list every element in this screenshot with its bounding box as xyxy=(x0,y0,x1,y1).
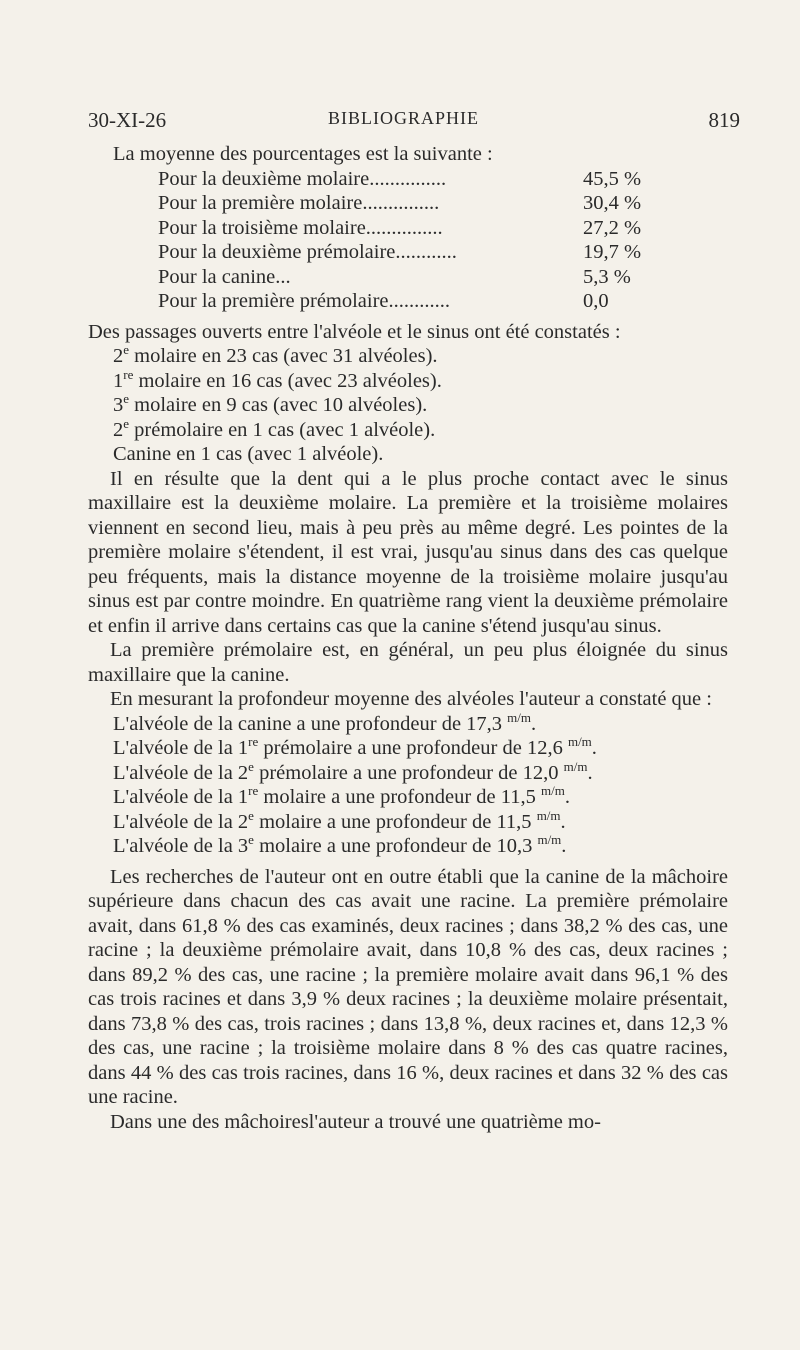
page-body xyxy=(88,142,728,1134)
depth-item: L'alvéole de la 3e molaire a une profondeur de 10,3 $^{m/m}$. xyxy=(113,832,567,857)
depth-item: L'alvéole de la 2e molaire a une profondeur de 11,5 $^{m/m}$. xyxy=(113,807,566,833)
percentage-label: Pour la deuxième molaire............... xyxy=(158,167,447,190)
paragraph: Les recherches de l'auteur ont en outre établi que la canine de la mâchoire supérieure dans chacun des cas avait une racine. La première prémolaire avait, dans 61,8 % des cas examinés, deux racines ; dans 38,2 % des cas, une racine ; la deuxième prémolaire avait, dans 10,8 % des cas, deux racines ; dans 89,2 % des cas, une racine ; la première molaire avait dans 96,1 % des cas trois racines et dans 3,9 % deux racines ; la deuxième molaire présentait, dans 73,8 % des cas, trois racines ; dans 13,8 %, deux racines et, dans 12,3 % des cas, une racine ; la troisième molaire dans 8 % des cas quatre racines, dans 44 % des cas trois racines, dans 16 %, deux racines et dans 32 % des cas une racine. xyxy=(88,865,728,1108)
percentage-row xyxy=(158,167,728,192)
passage-item: 2e prémolaire en 1 cas (avec 1 alvéole). xyxy=(113,415,436,441)
depth-item: L'alvéole de la canine a une profondeur de 17,3 $^{m/m}$. xyxy=(113,709,537,735)
passage-item: Canine en 1 cas (avec 1 alvéole). xyxy=(113,443,384,465)
percentage-value: 45,5 % xyxy=(583,167,642,190)
depth-item: L'alvéole de la 1re molaire a une profondeur de 11,5 $^{m/m}$. xyxy=(113,783,570,808)
percentage-value: 27,2 % xyxy=(583,216,642,239)
percentages-table xyxy=(88,167,728,314)
percentage-row xyxy=(158,289,728,314)
percentage-label: Pour la première prémolaire............ xyxy=(158,290,451,312)
paragraph: Il en résulte que la dent qui a le plus proche contact avec le sinus maxillaire est la deuxième molaire. La première et la troisième molaires viennent en second lieu, mais à peu près au même degré. Les pointes de la première molaire s'étendent, il est vrai, jusqu'au sinus dans des cas quelque peu fréquents, mais la distance moyenne de la troisième molaire jusqu'au sinus est par contre moindre. En quatrième rang vient la deuxième prémolaire et enfin il arrive dans certains cas que la canine s'étend jusqu'au sinus. xyxy=(88,467,728,637)
page-number: 819 xyxy=(708,108,740,132)
paragraph: Dans une des mâchoiresl'auteur a trouvé une quatrième mo- xyxy=(110,1110,601,1133)
running-header xyxy=(88,108,740,138)
percentage-value: 30,4 % xyxy=(583,192,642,214)
passage-item: 3e molaire en 9 cas (avec 10 alvéoles). xyxy=(113,391,428,416)
percentage-label: Pour la deuxième prémolaire............ xyxy=(158,241,457,263)
percentage-row xyxy=(158,191,728,216)
percentage-row xyxy=(158,265,728,290)
paragraph: La première prémolaire est, en général, un peu plus éloignée du sinus maxillaire que la canine. xyxy=(88,639,728,686)
header-date: 30-XI-26 xyxy=(88,108,167,132)
passage-item: 1re molaire en 16 cas (avec 23 alvéoles). xyxy=(113,366,442,392)
paragraph: En mesurant la profondeur moyenne des alvéoles l'auteur a constaté que : xyxy=(110,688,712,710)
depth-item: L'alvéole de la 2e prémolaire a une profondeur de 12,0 $^{m/m}$. xyxy=(113,758,593,784)
passages-intro: Des passages ouverts entre l'alvéole et le sinus ont été constatés : xyxy=(88,320,621,343)
percentage-label: Pour la première molaire............... xyxy=(158,192,440,214)
depths-list xyxy=(88,709,728,859)
header-title: BIBLIOGRAPHIE xyxy=(328,108,479,128)
passage-item: 2e molaire en 23 cas (avec 31 alvéoles). xyxy=(113,342,438,367)
percentage-label: Pour la canine... xyxy=(158,265,291,288)
percentage-value: 5,3 % xyxy=(583,265,631,288)
percentage-row xyxy=(158,216,728,241)
percentage-label: Pour la troisième molaire............... xyxy=(158,216,443,239)
passages-list xyxy=(88,344,728,467)
depth-item: L'alvéole de la 1re prémolaire a une profondeur de 12,6 $^{m/m}$. xyxy=(113,734,597,759)
percentages-intro: La moyenne des pourcentages est la suivante : xyxy=(113,143,493,165)
percentage-row xyxy=(158,240,728,265)
percentage-value: 19,7 % xyxy=(583,241,642,263)
percentage-value: 0,0 xyxy=(583,290,609,312)
